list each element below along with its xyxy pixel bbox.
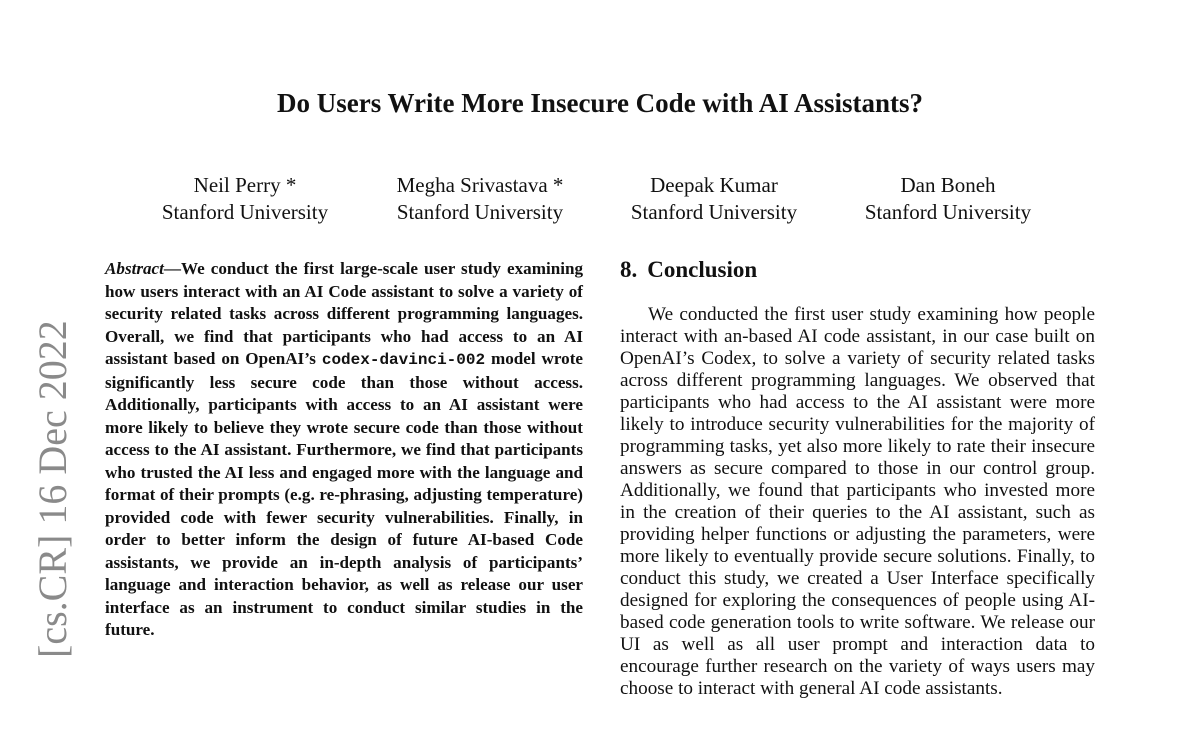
conclusion-paragraph: We conducted the first user study examining how people interact with an-based AI code assistant, in our case built on OpenAI’s Codex, to solve a variety of security related tasks across different programming languages. We observed that participants who had access to the AI assistant were more likely to introduce security vulnerabilities for the majority of programming tasks, yet also more likely to rate their insecure answers as secure compared to those in our control group. Additionally, we found that participants who invested more in the creation of their queries to the AI assistant, such as providing helper functions or adjusting the parameters, were more likely to eventually provide secure solutions. Finally, to conduct this study, we created a User Interface specifically designed for exploring the consequences of people using AI-based code generation tools to write software. We release our UI as well as all user prompt and interaction data to encourage further research on the variety of ways users may choose to interact with general AI code assistants. xyxy=(620,304,1095,699)
author-affiliation: Stanford University xyxy=(161,200,329,224)
author-name: Dan Boneh xyxy=(900,173,996,197)
abstract-text-start: —We conduct the first large-scale user study examining how users interact with an AI Code assistant to solve a variety of security related tasks across different programming languages. Overall, we find that participants who had access to an AI assistant based on OpenAI’s xyxy=(105,259,583,368)
author-name: Megha Srivastava * xyxy=(396,173,564,197)
abstract-paragraph xyxy=(105,258,583,642)
section-heading-conclusion xyxy=(620,256,757,284)
section-title: Conclusion xyxy=(647,257,758,282)
author-affiliation: Stanford University xyxy=(864,200,1032,224)
arxiv-identifier-stamp: [cs.CR] 16 Dec 2022 xyxy=(30,320,75,658)
author-block xyxy=(145,172,345,226)
author-affiliation: Stanford University xyxy=(630,200,798,224)
author-name: Neil Perry * xyxy=(193,173,297,197)
model-code-term: codex-davinci-002 xyxy=(321,351,486,369)
author-block xyxy=(614,172,814,226)
abstract-label: Abstract xyxy=(105,259,164,278)
author-affiliation: Stanford University xyxy=(396,200,564,224)
section-number: 8. xyxy=(620,257,638,282)
paper-title: Do Users Write More Insecure Code with AI Assistants? xyxy=(277,88,923,118)
author-block xyxy=(848,172,1048,226)
author-block xyxy=(380,172,580,226)
abstract-text-end: model wrote significantly less secure code than those without access. Additionally, participants with access to an AI assistant were more likely to believe they wrote secure code than those without access to the AI assistant. Furthermore, we find that participants who trusted the AI less and engaged more with the language and format of their prompts (e.g. re-phrasing, adjusting temperature) provided code with fewer security vulnerabilities. Finally, in order to better inform the design of future AI-based Code assistants, we provide an in-depth analysis of participants’ language and interaction behavior, as well as release our user interface as an instrument to conduct similar studies in the future. xyxy=(105,349,583,639)
author-name: Deepak Kumar xyxy=(650,173,778,197)
